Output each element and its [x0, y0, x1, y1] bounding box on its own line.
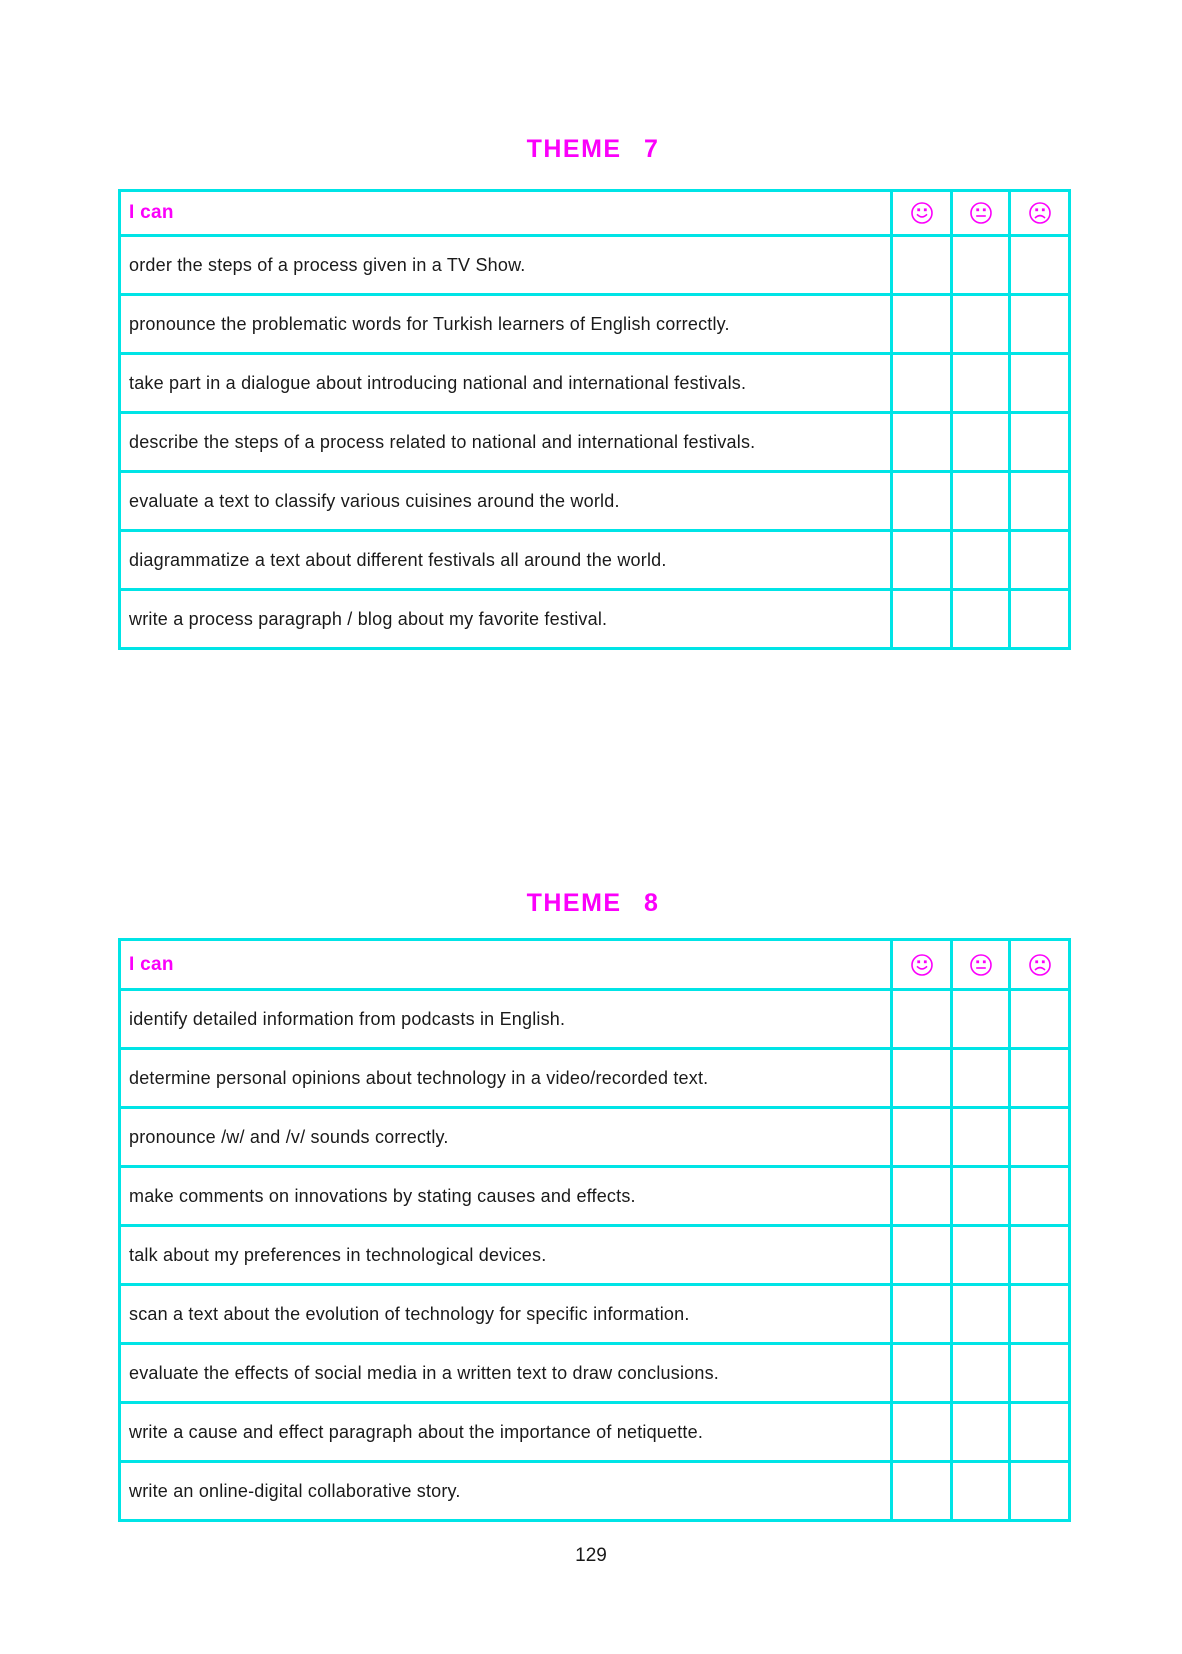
table-row	[120, 354, 1070, 413]
rating-cell-neutral[interactable]	[952, 354, 1010, 413]
rating-cell-neutral[interactable]	[952, 531, 1010, 590]
neutral-face-icon	[969, 956, 993, 973]
can-do-statement: pronounce the problematic words for Turkish learners of English correctly.	[120, 295, 892, 354]
rating-cell-neutral[interactable]	[952, 413, 1010, 472]
rating-cell-happy[interactable]	[892, 1403, 952, 1462]
rating-cell-sad[interactable]	[1010, 1167, 1070, 1226]
can-do-statement: take part in a dialogue about introducing national and international festivals.	[120, 354, 892, 413]
rating-cell-happy[interactable]	[892, 295, 952, 354]
rating-cell-happy[interactable]	[892, 1049, 952, 1108]
can-do-statement: write an online-digital collaborative story.	[120, 1462, 892, 1521]
can-do-statement: write a cause and effect paragraph about the importance of netiquette.	[120, 1403, 892, 1462]
rating-cell-neutral[interactable]	[952, 1049, 1010, 1108]
table-row	[120, 990, 1070, 1049]
can-do-statement: order the steps of a process given in a TV Show.	[120, 236, 892, 295]
happy-face-icon	[910, 956, 934, 973]
happy-column-header	[892, 940, 952, 990]
rating-cell-happy[interactable]	[892, 354, 952, 413]
table-row	[120, 1344, 1070, 1403]
rating-cell-happy[interactable]	[892, 1167, 952, 1226]
theme7-rows	[120, 236, 1070, 649]
table-row	[120, 1226, 1070, 1285]
neutral-face-icon	[969, 204, 993, 221]
can-do-statement: talk about my preferences in technological devices.	[120, 1226, 892, 1285]
can-do-statement: write a process paragraph / blog about my favorite festival.	[120, 590, 892, 649]
rating-cell-neutral[interactable]	[952, 590, 1010, 649]
rating-cell-happy[interactable]	[892, 531, 952, 590]
table-row	[120, 236, 1070, 295]
rating-cell-neutral[interactable]	[952, 295, 1010, 354]
rating-cell-sad[interactable]	[1010, 1344, 1070, 1403]
can-do-statement: pronounce /w/ and /v/ sounds correctly.	[120, 1108, 892, 1167]
rating-cell-sad[interactable]	[1010, 1285, 1070, 1344]
rating-cell-neutral[interactable]	[952, 1462, 1010, 1521]
can-do-statement: determine personal opinions about technology in a video/recorded text.	[120, 1049, 892, 1108]
rating-cell-happy[interactable]	[892, 1226, 952, 1285]
theme8-header-row	[120, 940, 1070, 990]
rating-cell-neutral[interactable]	[952, 472, 1010, 531]
can-do-statement: diagrammatize a text about different festivals all around the world.	[120, 531, 892, 590]
table-row	[120, 531, 1070, 590]
table-row	[120, 1108, 1070, 1167]
rating-cell-happy[interactable]	[892, 413, 952, 472]
rating-cell-sad[interactable]	[1010, 1462, 1070, 1521]
table-row	[120, 1049, 1070, 1108]
table-row	[120, 1167, 1070, 1226]
table-row	[120, 1285, 1070, 1344]
theme8-table	[118, 938, 1071, 1522]
rating-cell-sad[interactable]	[1010, 1226, 1070, 1285]
rating-cell-happy[interactable]	[892, 1108, 952, 1167]
table-row	[120, 1403, 1070, 1462]
rating-cell-neutral[interactable]	[952, 1226, 1010, 1285]
theme7-table	[118, 189, 1071, 650]
can-do-statement: describe the steps of a process related to national and international festivals.	[120, 413, 892, 472]
rating-cell-sad[interactable]	[1010, 590, 1070, 649]
rating-cell-neutral[interactable]	[952, 990, 1010, 1049]
table-row	[120, 1462, 1070, 1521]
rating-cell-neutral[interactable]	[952, 1285, 1010, 1344]
neutral-column-header	[952, 940, 1010, 990]
rating-cell-sad[interactable]	[1010, 472, 1070, 531]
rating-cell-sad[interactable]	[1010, 1108, 1070, 1167]
sad-face-icon	[1028, 956, 1052, 973]
ican-header-label: I can	[120, 940, 892, 990]
table-row	[120, 472, 1070, 531]
neutral-column-header	[952, 191, 1010, 236]
rating-cell-happy[interactable]	[892, 1344, 952, 1403]
rating-cell-neutral[interactable]	[952, 236, 1010, 295]
rating-cell-sad[interactable]	[1010, 413, 1070, 472]
rating-cell-neutral[interactable]	[952, 1403, 1010, 1462]
rating-cell-happy[interactable]	[892, 990, 952, 1049]
theme7-title: THEME 7	[526, 135, 660, 163]
table-row	[120, 590, 1070, 649]
sad-column-header	[1010, 191, 1070, 236]
sad-face-icon	[1028, 204, 1052, 221]
can-do-statement: evaluate the effects of social media in a written text to draw conclusions.	[120, 1344, 892, 1403]
rating-cell-happy[interactable]	[892, 472, 952, 531]
theme8-rows	[120, 990, 1070, 1521]
rating-cell-happy[interactable]	[892, 1462, 952, 1521]
rating-cell-sad[interactable]	[1010, 1403, 1070, 1462]
sad-column-header	[1010, 940, 1070, 990]
rating-cell-sad[interactable]	[1010, 236, 1070, 295]
rating-cell-sad[interactable]	[1010, 1049, 1070, 1108]
table-row	[120, 413, 1070, 472]
can-do-statement: identify detailed information from podcasts in English.	[120, 990, 892, 1049]
happy-face-icon	[910, 204, 934, 221]
happy-column-header	[892, 191, 952, 236]
rating-cell-neutral[interactable]	[952, 1344, 1010, 1403]
theme8-title: THEME 8	[526, 889, 660, 917]
rating-cell-sad[interactable]	[1010, 990, 1070, 1049]
theme7-header-row	[120, 191, 1070, 236]
rating-cell-neutral[interactable]	[952, 1108, 1010, 1167]
rating-cell-sad[interactable]	[1010, 354, 1070, 413]
rating-cell-sad[interactable]	[1010, 295, 1070, 354]
table-row	[120, 295, 1070, 354]
can-do-statement: scan a text about the evolution of technology for specific information.	[120, 1285, 892, 1344]
rating-cell-happy[interactable]	[892, 236, 952, 295]
rating-cell-sad[interactable]	[1010, 531, 1070, 590]
can-do-statement: make comments on innovations by stating causes and effects.	[120, 1167, 892, 1226]
rating-cell-neutral[interactable]	[952, 1167, 1010, 1226]
rating-cell-happy[interactable]	[892, 590, 952, 649]
page-number: 129	[575, 1545, 607, 1566]
rating-cell-happy[interactable]	[892, 1285, 952, 1344]
ican-header-label: I can	[120, 191, 892, 236]
can-do-statement: evaluate a text to classify various cuisines around the world.	[120, 472, 892, 531]
